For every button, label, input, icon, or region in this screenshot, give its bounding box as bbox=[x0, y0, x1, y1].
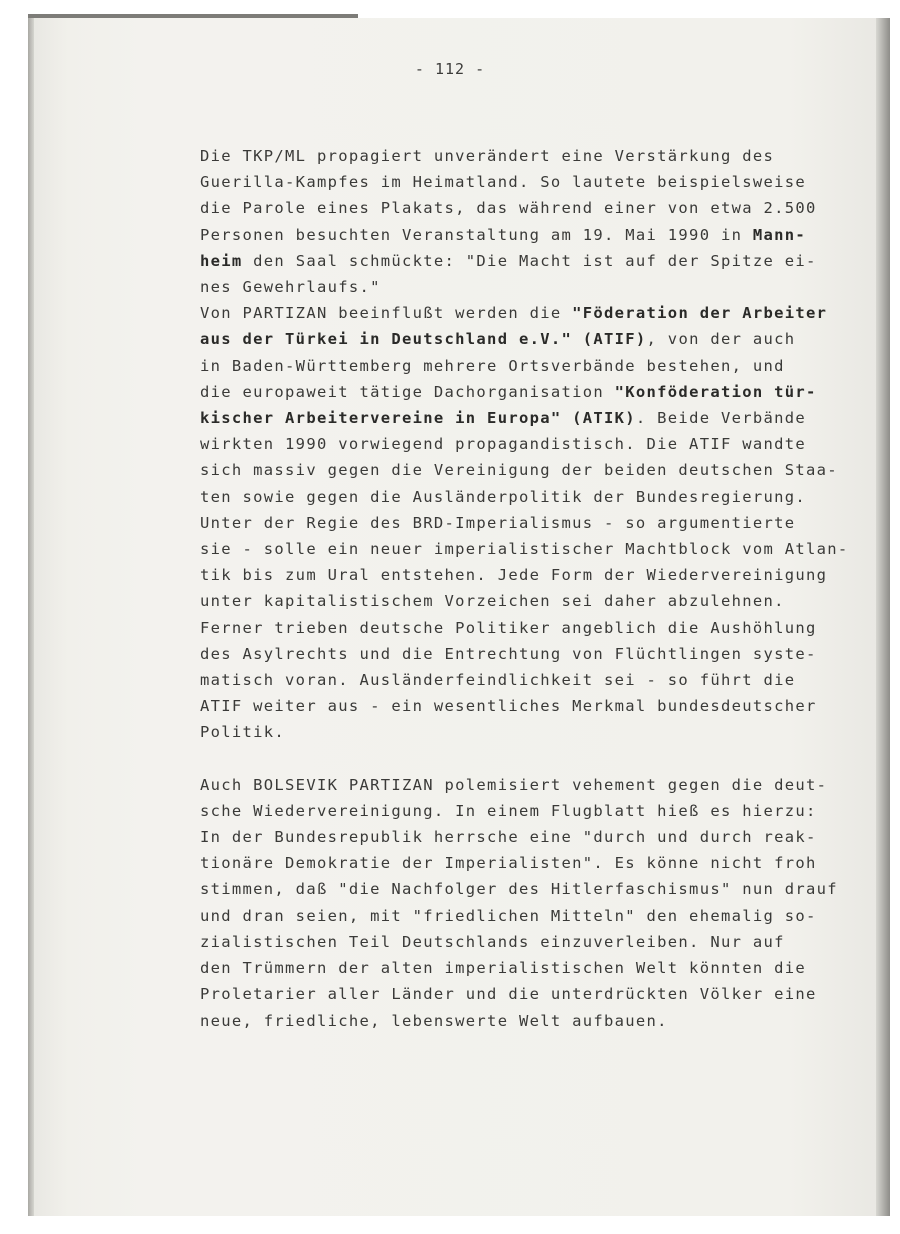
text-line bbox=[200, 903, 860, 929]
text-line bbox=[200, 379, 860, 405]
text-run: , von der auch bbox=[646, 330, 796, 349]
text-line bbox=[200, 353, 860, 379]
text-run: tionäre Demokratie der Imperialisten". Es könne nicht froh bbox=[200, 854, 817, 873]
text-run: wirkten 1990 vorwiegend propagandistisch. Die ATIF wandte bbox=[200, 435, 807, 454]
text-run: den Trümmern der alten imperialistischen Welt könnten die bbox=[200, 959, 807, 978]
text-line bbox=[200, 431, 860, 457]
text-run: In der Bundesrepublik herrsche eine "durch und durch reak- bbox=[200, 828, 817, 847]
text-run: sich massiv gegen die Vereinigung der beiden deutschen Staa- bbox=[200, 461, 838, 480]
text-line bbox=[200, 955, 860, 981]
text-line bbox=[200, 876, 860, 902]
text-line bbox=[200, 222, 860, 248]
page-left-edge bbox=[28, 18, 34, 1216]
text-line bbox=[200, 929, 860, 955]
text-run: Auch BOLSEVIK PARTIZAN polemisiert vehement gegen die deut- bbox=[200, 775, 828, 794]
text-line bbox=[200, 536, 860, 562]
text-run: sche Wiedervereinigung. In einem Flugblatt hieß es hierzu: bbox=[200, 801, 817, 820]
text-line bbox=[200, 667, 860, 693]
text-line bbox=[200, 326, 860, 352]
text-run: Proletarier aller Länder und die unterdrückten Völker eine bbox=[200, 985, 817, 1004]
text-line bbox=[200, 719, 860, 745]
page-top-edge bbox=[28, 14, 358, 18]
text-line bbox=[200, 300, 860, 326]
text-line bbox=[200, 824, 860, 850]
text-run: matisch voran. Ausländerfeindlichkeit sei - so führt die bbox=[200, 671, 796, 690]
text-run: Die TKP/ML propagiert unverändert eine Verstärkung des bbox=[200, 147, 775, 165]
bold-text-run: heim bbox=[200, 251, 243, 270]
text-run: neue, friedliche, lebenswerte Welt aufbauen. bbox=[200, 1011, 668, 1030]
paragraph bbox=[200, 143, 860, 746]
text-run: den Saal schmückte: "Die Macht ist auf der Spitze ei- bbox=[242, 251, 817, 270]
text-run: ATIF weiter aus - ein wesentliches Merkmal bundesdeutscher bbox=[200, 697, 817, 716]
text-run: Personen besuchten Veranstaltung am 19. Mai 1990 in bbox=[200, 225, 753, 244]
text-run: nes Gewehrlaufs." bbox=[200, 278, 381, 297]
text-run: Von PARTIZAN beeinflußt werden die bbox=[200, 304, 573, 323]
text-run: unter kapitalistischem Vorzeichen sei daher abzulehnen. bbox=[200, 592, 785, 611]
text-line bbox=[200, 405, 860, 431]
text-line bbox=[200, 248, 860, 274]
bold-text-run: kischer Arbeitervereine in Europa" (ATIK) bbox=[200, 409, 636, 428]
text-run: Unter der Regie des BRD-Imperialismus - so argumentierte bbox=[200, 513, 796, 532]
text-run: in Baden-Württemberg mehrere Ortsverbände bestehen, und bbox=[200, 356, 785, 375]
text-line bbox=[200, 457, 860, 483]
text-run: tik bis zum Ural entstehen. Jede Form der Wiedervereinigung bbox=[200, 566, 828, 585]
text-line bbox=[200, 562, 860, 588]
body-text bbox=[200, 143, 860, 1034]
text-line bbox=[200, 850, 860, 876]
text-run: des Asylrechts und die Entrechtung von Flüchtlingen syste- bbox=[200, 644, 817, 663]
text-line bbox=[200, 484, 860, 510]
text-line bbox=[200, 641, 860, 667]
text-run: zialistischen Teil Deutschlands einzuverleiben. Nur auf bbox=[200, 932, 785, 951]
page-number: - 112 - bbox=[414, 60, 486, 78]
text-line bbox=[200, 798, 860, 824]
text-run: Guerilla-Kampfes im Heimatland. So lautete beispielsweise bbox=[200, 173, 807, 192]
paragraph bbox=[200, 772, 860, 1034]
text-line bbox=[200, 274, 860, 300]
text-run: stimmen, daß "die Nachfolger des Hitlerfaschismus" nun drauf bbox=[200, 880, 838, 899]
page-right-edge bbox=[876, 18, 890, 1216]
bold-text-run: Mann- bbox=[752, 225, 807, 244]
text-line bbox=[200, 693, 860, 719]
text-line bbox=[200, 195, 860, 221]
text-line bbox=[200, 169, 860, 195]
text-line bbox=[200, 588, 860, 614]
bold-text-run: "Konföderation tür- bbox=[614, 382, 817, 401]
text-line bbox=[200, 981, 860, 1007]
text-run: sie - solle ein neuer imperialistischer Machtblock vom Atlan- bbox=[200, 540, 849, 559]
text-line bbox=[200, 510, 860, 536]
text-run: ten sowie gegen die Ausländerpolitik der Bundesregierung. bbox=[200, 487, 807, 506]
text-line bbox=[200, 143, 860, 169]
text-run: und dran seien, mit "friedlichen Mitteln" den ehemalig so- bbox=[200, 906, 817, 925]
text-line bbox=[200, 1008, 860, 1034]
text-run: Ferner trieben deutsche Politiker angeblich die Aushöhlung bbox=[200, 618, 817, 637]
bold-text-run: aus der Türkei in Deutschland e.V." (ATIF) bbox=[200, 330, 647, 349]
text-line bbox=[200, 615, 860, 641]
bold-text-run: "Föderation der Arbeiter bbox=[572, 304, 828, 323]
text-run: die europaweit tätige Dachorganisation bbox=[200, 382, 615, 401]
text-run: Politik. bbox=[200, 723, 286, 742]
text-run: die Parole eines Plakats, das während einer von etwa 2.500 bbox=[200, 199, 817, 218]
text-line bbox=[200, 772, 860, 798]
text-run: . Beide Verbände bbox=[635, 409, 807, 428]
